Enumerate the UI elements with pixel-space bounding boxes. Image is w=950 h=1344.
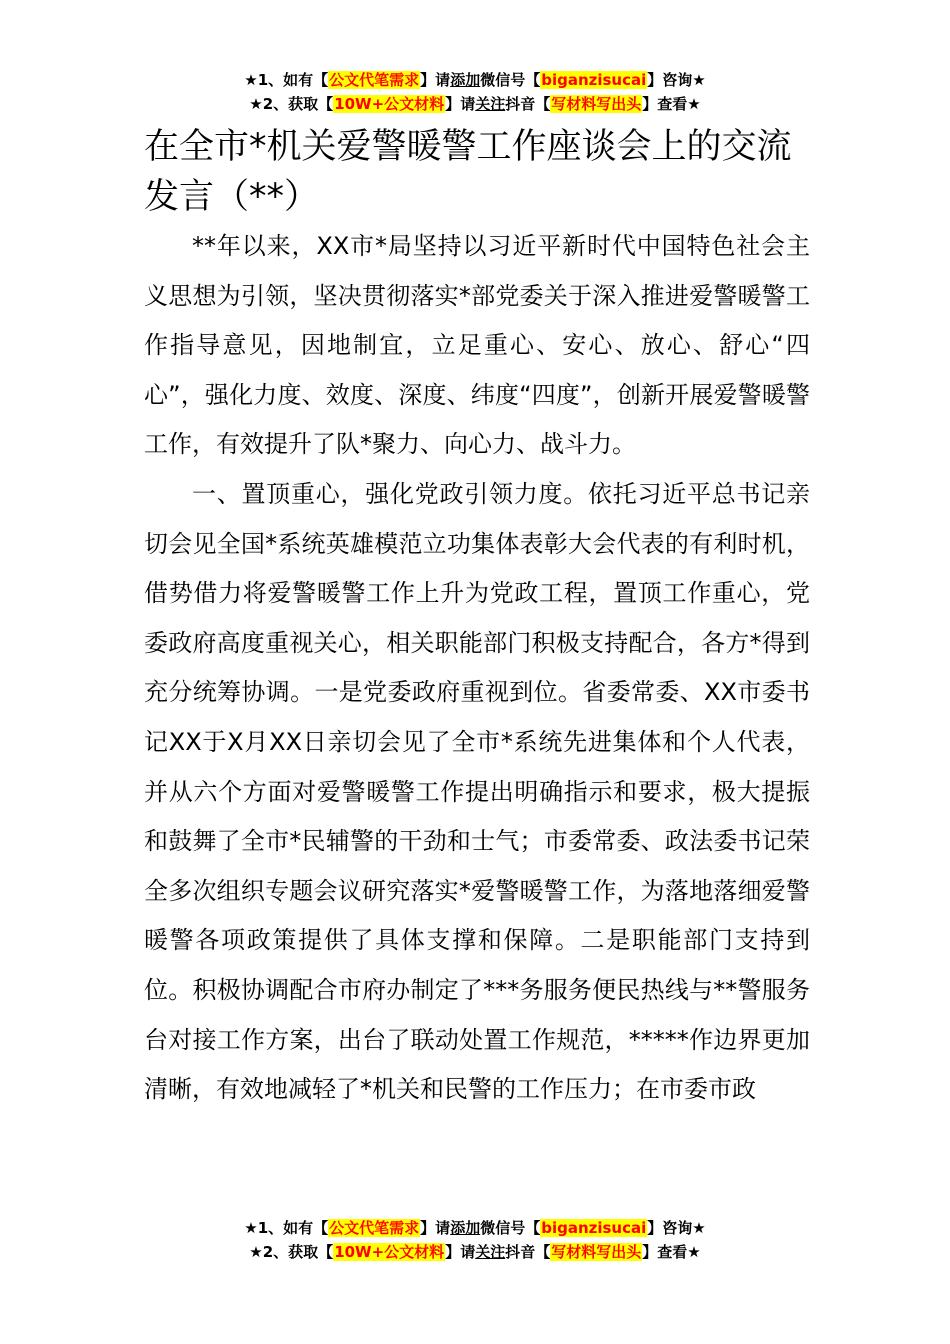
promo-text: 微信号【	[480, 1219, 541, 1237]
promo-underlined: 关注	[475, 95, 506, 113]
promo-text: 】咨询★	[647, 71, 706, 89]
promo-text: ★1、如有【	[244, 1219, 329, 1237]
promo-text: ★2、获取【	[249, 95, 334, 113]
promo-line-2	[0, 92, 950, 116]
promo-text: 】请	[445, 1243, 476, 1261]
promo-line-2	[0, 1240, 950, 1264]
promo-text: ★1、如有【	[244, 71, 329, 89]
promo-banner-top	[0, 68, 950, 116]
promo-text: 】查看★	[642, 1243, 701, 1261]
promo-text: 】咨询★	[647, 1219, 706, 1237]
promo-underlined: 添加	[450, 71, 481, 89]
promo-highlight: 公文代笔需求	[329, 1219, 420, 1237]
promo-text: 抖音【	[505, 1243, 551, 1261]
promo-underlined: 关注	[475, 1243, 506, 1261]
promo-text: 】请	[445, 95, 476, 113]
promo-text: 】查看★	[642, 95, 701, 113]
promo-text: 】请	[420, 1219, 451, 1237]
promo-line-1	[0, 1216, 950, 1240]
promo-douyin-id: 写材料写出头	[551, 1243, 642, 1261]
promo-line-1	[0, 68, 950, 92]
promo-text: ★2、获取【	[249, 1243, 334, 1261]
promo-wechat-id: biganzisucai	[541, 71, 647, 89]
promo-highlight: 10W+公文材料	[334, 1243, 445, 1261]
promo-highlight: 公文代笔需求	[329, 71, 420, 89]
promo-underlined: 添加	[450, 1219, 481, 1237]
promo-highlight: 10W+公文材料	[334, 95, 445, 113]
promo-text: 】请	[420, 71, 451, 89]
promo-wechat-id: biganzisucai	[541, 1219, 647, 1237]
paragraph-intro: **年以来，XX市*局坚持以习近平新时代中国特色社会主义思想为引领，坚决贯彻落实*部党委关于深入推进爱警暖警工作指导意见，因地制宜，立足重心、安心、放心、舒心“四心”，强化力度、效度、深度、纬度“四度”，创新开展爱警暖警工作，有效提升了队*聚力、向心力、战斗力。	[144, 232, 810, 459]
document-body	[144, 222, 810, 1115]
promo-banner-bottom	[0, 1216, 950, 1264]
paragraph-section-1: 一、置顶重心，强化党政引领力度。依托习近平总书记亲切会见全国*系统英雄模范立功集体表彰大会代表的有利时机，借势借力将爱警暖警工作上升为党政工程，置顶工作重心，党委政府高度重视关心，相关职能部门积极支持配合，各方*得到充分统筹协调。一是党委政府重视到位。省委常委、XX市委书记XX于X月XX日亲切会见了全市*系统先进集体和个人代表，并从六个方面对爱警暖警工作提出明确指示和要求，极大提振和鼓舞了全市*民辅警的干劲和士气；市委常委、政法委书记荣全多次组织专题会议研究落实*爱警暖警工作，为落地落细爱警暖警各项政策提供了具体支撑和保障。二是职能部门支持到位。积极协调配合市府办制定了***务服务便民热线与**警服务台对接工作方案，出台了联动处置工作规范，*****作边界更加清晰，有效地减轻了*机关和民警的工作压力；在市委市政	[144, 479, 810, 1104]
promo-text: 抖音【	[505, 95, 551, 113]
promo-douyin-id: 写材料写出头	[551, 95, 642, 113]
document-title: 在全市*机关爱警暖警工作座谈会上的交流发言（**）	[144, 127, 792, 217]
promo-text: 微信号【	[480, 71, 541, 89]
